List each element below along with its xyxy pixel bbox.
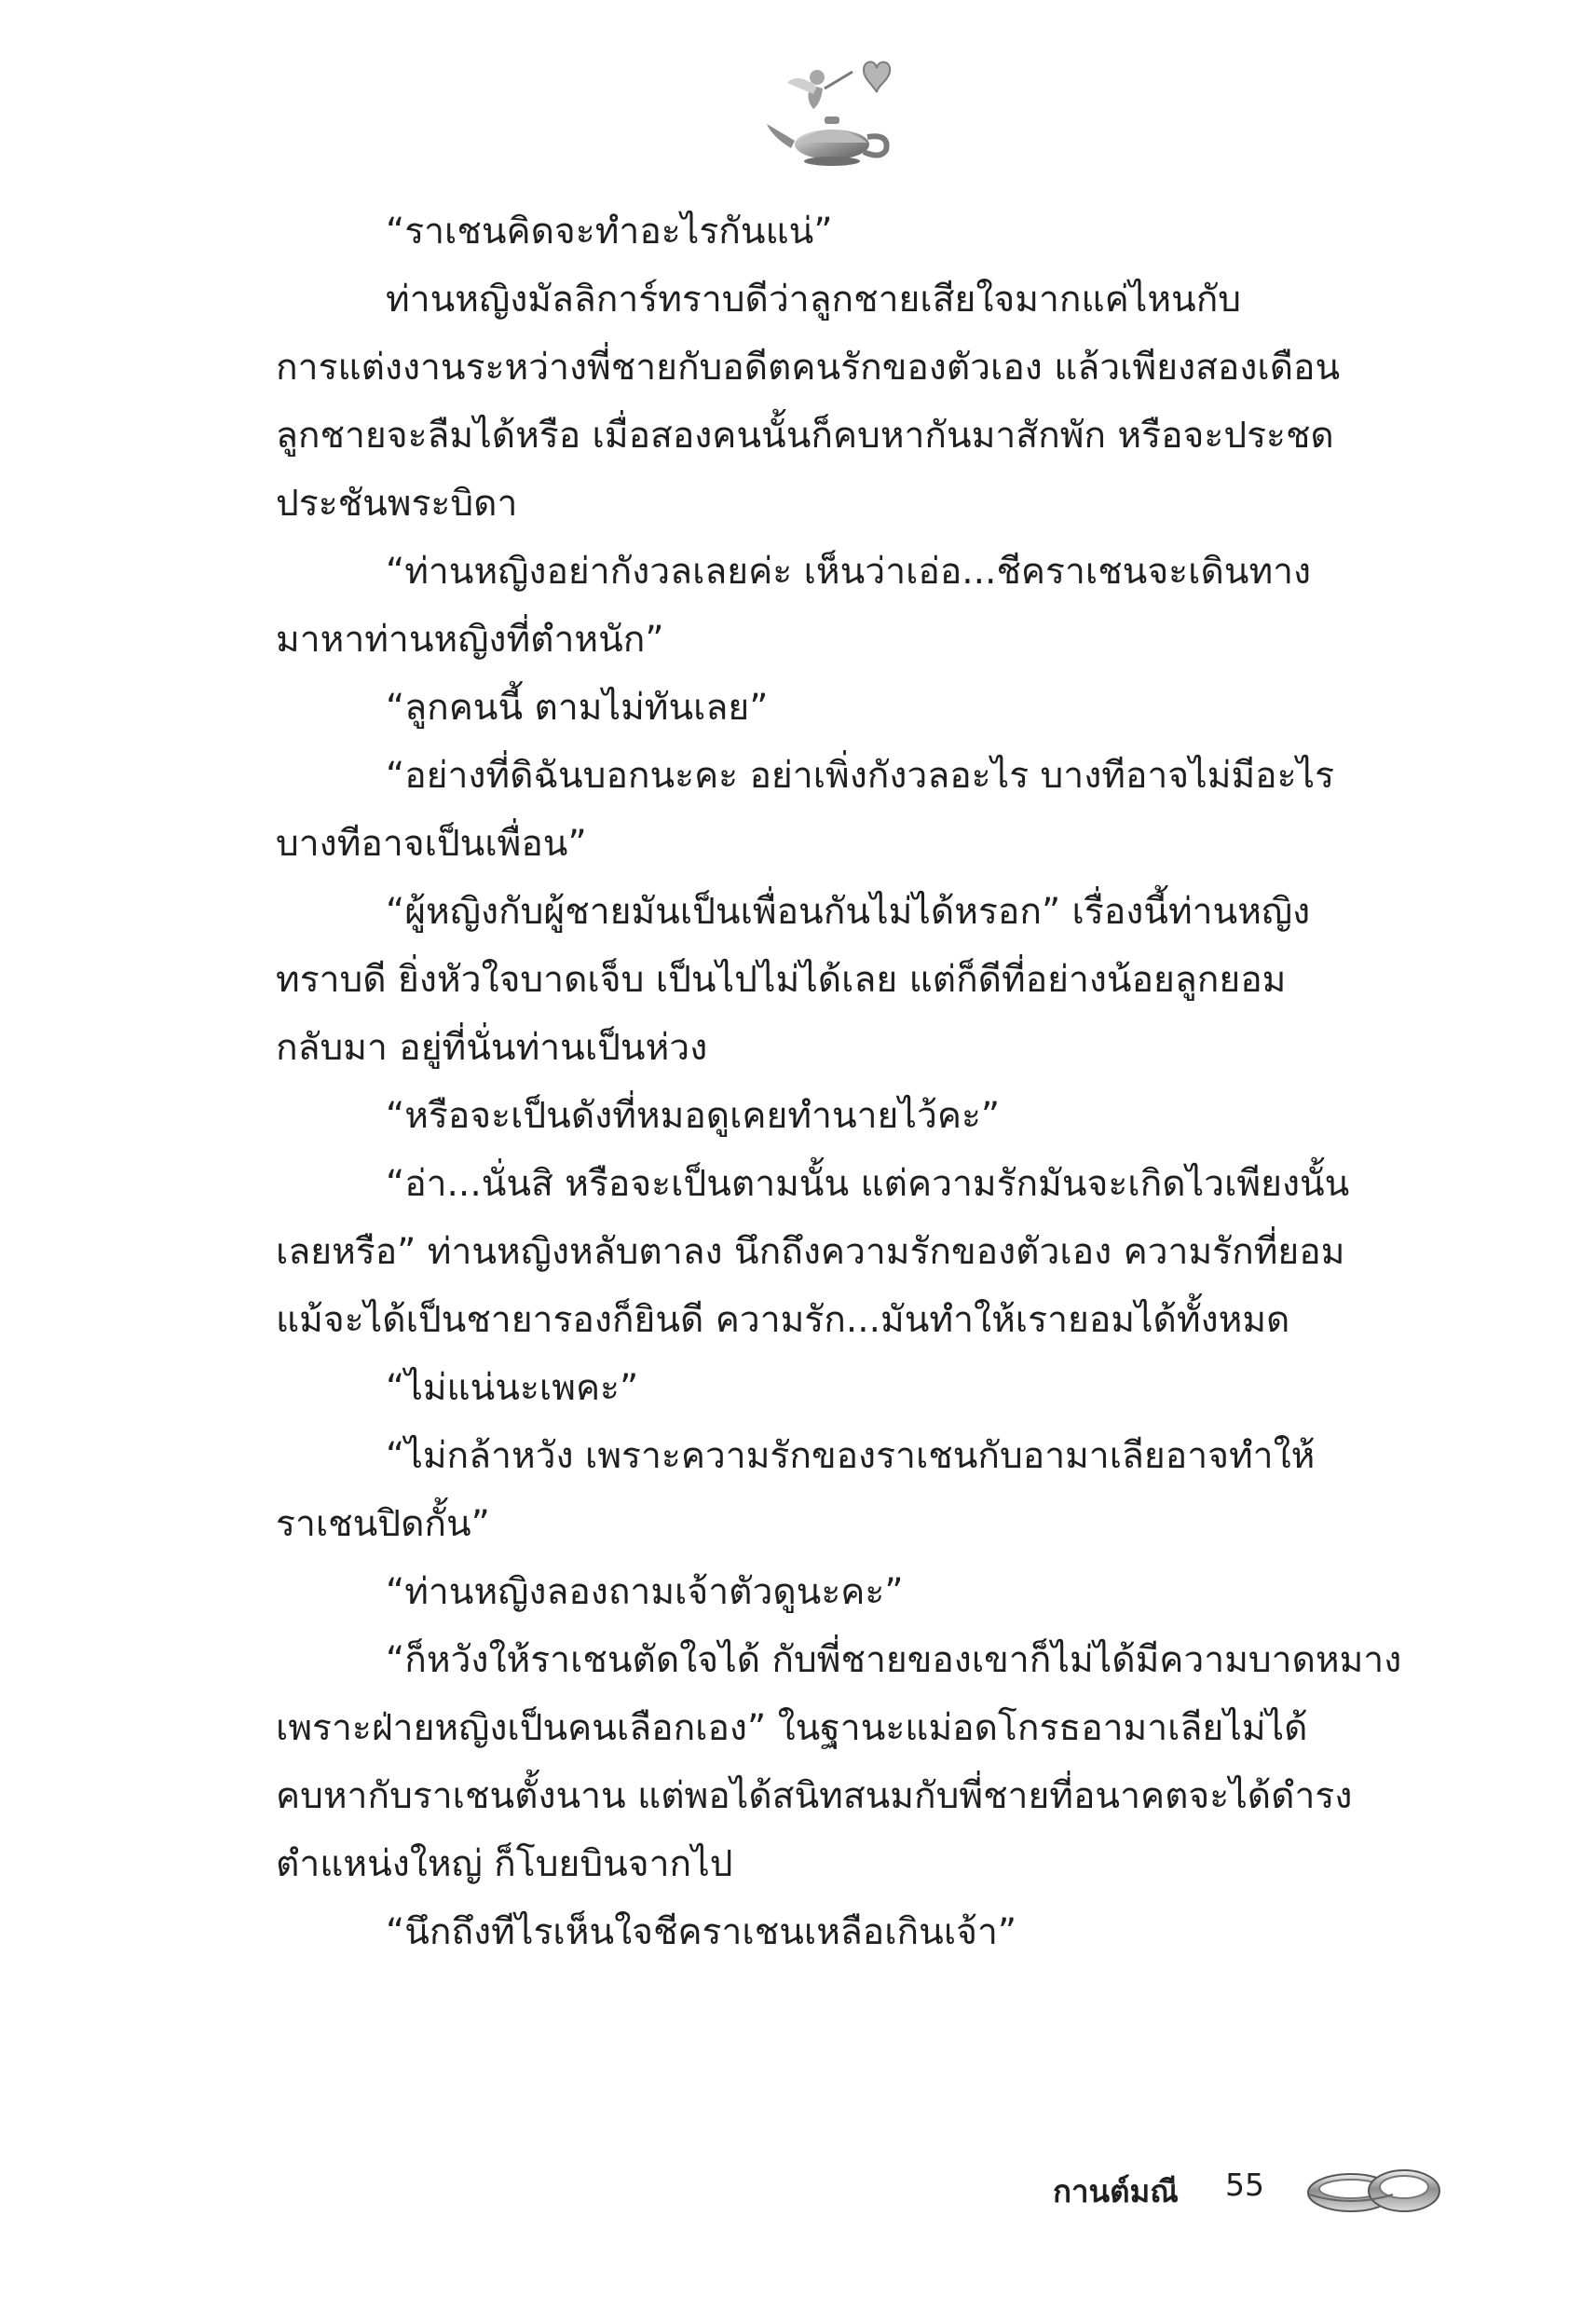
body-text xyxy=(276,198,1414,1966)
text-line: “ไม่แน่นะเพคะ” xyxy=(386,1367,639,1409)
text-line: “ก็หวังให้ราเชนตัดใจได้ กับพี่ชายของเขาก็ไม่ได้มีความบาดหมาง xyxy=(386,1639,1402,1681)
text-line: “ลูกคนนี้ ตามไม่ทันเลย” xyxy=(386,687,769,729)
text-line: มาหาท่านหญิงที่ตำหนัก” xyxy=(276,619,664,661)
text-line: ประชันพระบิดา xyxy=(276,483,518,525)
text-line: ตำแหน่งใหญ่ ก็โบยบินจากไป xyxy=(276,1843,733,1885)
text-line: “อย่างที่ดิฉันบอกนะคะ อย่าเพิ่งกังวลอะไร บางทีอาจไม่มีอะไร xyxy=(386,755,1335,797)
text-line: คบหากับราเชนตั้งนาน แต่พอได้สนิทสนมกับพี่ชายที่อนาคตจะได้ดำรง xyxy=(276,1775,1353,1817)
text-line: เลยหรือ” ท่านหญิงหลับตาลง นึกถึงความรักของตัวเอง ความรักที่ยอม xyxy=(276,1231,1345,1273)
page-number: 55 xyxy=(1225,2167,1264,2203)
wedding-rings-icon xyxy=(1300,2157,1449,2222)
text-line: ทราบดี ยิ่งหัวใจบาดเจ็บ เป็นไปไม่ได้เลย แต่ก็ดีที่อย่างน้อยลูกยอม xyxy=(276,959,1287,1001)
text-line: การแต่งงานระหว่างพี่ชายกับอดีตคนรักของตัวเอง แล้วเพียงสองเดือน xyxy=(276,347,1341,389)
text-line: “ผู้หญิงกับผู้ชายมันเป็นเพื่อนกันไม่ได้หรอก” เรื่องนี้ท่านหญิง xyxy=(386,891,1311,933)
book-title: กานต์มณี xyxy=(1053,2173,1179,2209)
text-line: บางทีอาจเป็นเพื่อน” xyxy=(276,823,587,865)
text-line: ท่านหญิงมัลลิการ์ทราบดีว่าลูกชายเสียใจมากแค่ไหนกับ xyxy=(386,279,1242,321)
cupid-teapot-ornament-icon xyxy=(759,51,908,172)
text-line: “ท่านหญิงลองถามเจ้าตัวดูนะคะ” xyxy=(386,1571,904,1613)
text-line: เพราะฝ่ายหญิงเป็นคนเลือกเอง” ในฐานะแม่อดโกรธอามาเลียไม่ได้ xyxy=(276,1707,1308,1749)
text-line: “นึกถึงทีไรเห็นใจชีคราเชนเหลือเกินเจ้า” xyxy=(386,1911,1017,1953)
text-line: ราเชนปิดกั้น” xyxy=(276,1503,490,1545)
text-line: แม้จะได้เป็นชายารองก็ยินดี ความรัก...มันทำให้เรายอมได้ทั้งหมด xyxy=(276,1299,1290,1341)
text-line: กลับมา อยู่ที่นั่นท่านเป็นห่วง xyxy=(276,1027,708,1069)
text-line: “ไม่กล้าหวัง เพราะความรักของราเชนกับอามาเลียอาจทำให้ xyxy=(386,1435,1316,1477)
text-line: “หรือจะเป็นดังที่หมอดูเคยทำนายไว้คะ” xyxy=(386,1095,1001,1137)
text-line: “อ่า...นั่นสิ หรือจะเป็นตามนั้น แต่ความรักมันจะเกิดไวเพียงนั้น xyxy=(386,1163,1350,1205)
text-line: ลูกชายจะลืมได้หรือ เมื่อสองคนนั้นก็คบหากันมาสักพัก หรือจะประชด xyxy=(276,415,1334,457)
text-line: “ท่านหญิงอย่ากังวลเลยค่ะ เห็นว่าเอ่อ...ชีคราเชนจะเดินทาง xyxy=(386,551,1312,593)
page-footer xyxy=(1053,2157,1463,2222)
text-line: “ราเชนคิดจะทำอะไรกันแน่” xyxy=(386,211,833,253)
